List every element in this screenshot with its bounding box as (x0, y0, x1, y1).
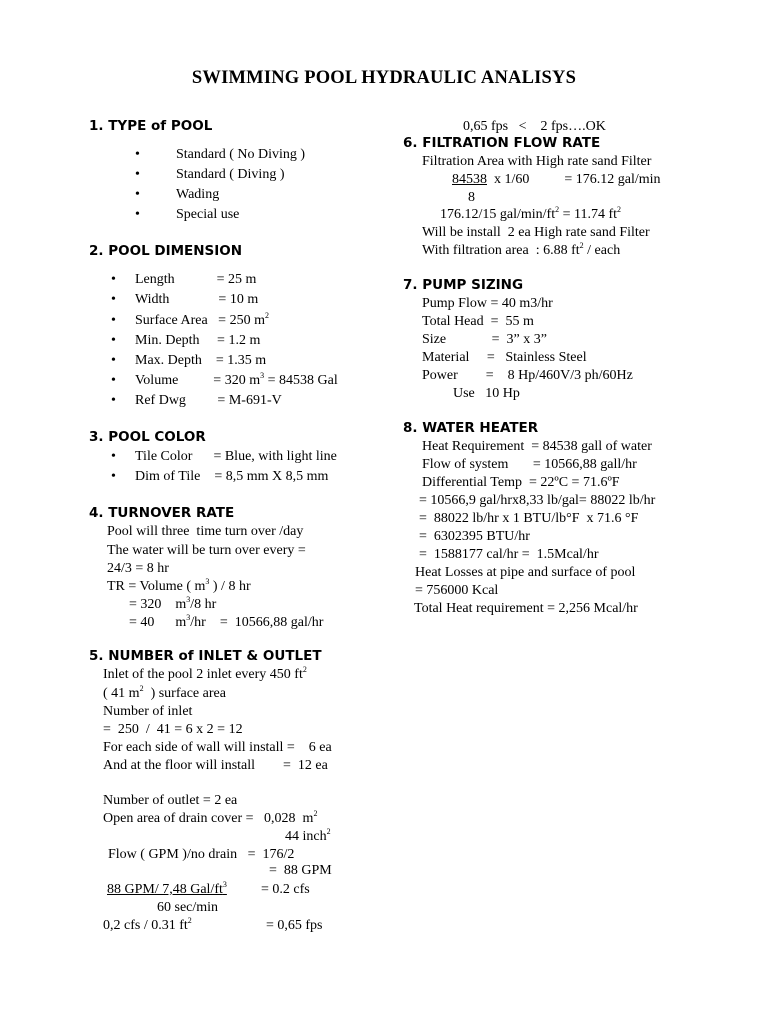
outlet-line: Open area of drain cover = 0,028 $m^2$ (103, 809, 318, 826)
dimension-width: Width = 10 m (135, 292, 259, 307)
dimension-volume: Volume = 320 $m^3 = 84538$ Gal (135, 371, 338, 388)
turnover-line: = 320 $m^3/8$ hr (129, 595, 217, 612)
pool-type-item: Standard ( No Diving ) (176, 147, 306, 162)
bullet-icon: • (111, 313, 116, 328)
inlet-line: For each side of wall will install = 6 ea (103, 740, 332, 755)
inlet-line: Number of inlet (103, 704, 193, 719)
pool-type-item: Standard ( Diving ) (176, 167, 285, 182)
inlet-line: Inlet of the pool 2 inlet every 450 $ft^2$ (103, 665, 307, 682)
section-8-heading: 8. WATER HEATER (403, 420, 539, 436)
dimension-surface-area: Surface Area = 250 $m^2$ (135, 311, 269, 328)
section-4-heading: 4. TURNOVER RATE (89, 505, 235, 521)
bullet-icon: • (135, 147, 140, 162)
turnover-line: TR = Volume ( $m^3$ ) / 8 hr (107, 577, 251, 594)
heater-line: = 10566,9 gal/hrx8,33 lb/gal= 88022 lb/hr (419, 493, 656, 508)
velocity-check: 0,65 fps < 2 fps….OK (463, 119, 606, 134)
turnover-line: 24/3 = 8 hr (107, 561, 169, 576)
filtration-line: Filtration Area with High rate sand Filter (422, 154, 652, 169)
bullet-icon: • (111, 333, 116, 348)
outlet-fraction-numerator: 88 GPM/ 7,48 Gal/$ft^3$ (107, 880, 227, 897)
heater-line: Flow of system = 10566,88 gall/hr (422, 457, 637, 472)
bullet-icon: • (111, 449, 116, 464)
pump-line: Total Head = 55 m (422, 314, 534, 329)
filtration-line: 176.12/15 gal/$\min/ft^2 = 11.74$ $ft^2$ (440, 205, 622, 222)
inlet-line: = 250 / 41 = 6 x 2 = 12 (103, 722, 243, 737)
heater-line: Heat Losses at pipe and surface of pool (415, 565, 636, 580)
tile-color: Tile Color = Blue, with light line (135, 449, 337, 464)
section-2-heading: 2. POOL DIMENSION (89, 243, 243, 259)
bullet-icon: • (111, 292, 116, 307)
heater-line: = 88022 lb/hr x 1 BTU/lb°F x 71.6 °F (419, 511, 639, 526)
filtration-line: 8 (468, 190, 475, 205)
outlet-line: Number of outlet = 2 ea (103, 793, 238, 808)
dimension-max-depth: Max. Depth = 1.35 m (135, 353, 267, 368)
bullet-icon: • (111, 373, 116, 388)
tile-dimension: Dim of Tile = 8,5 mm X 8,5 mm (135, 469, 329, 484)
dimension-min-depth: Min. Depth = 1.2 m (135, 333, 261, 348)
outlet-line: 44 inch$^2$ (285, 827, 331, 844)
bullet-icon: • (135, 207, 140, 222)
filtration-line: 84538 x 1/60 = 176.12 gal/min (452, 172, 661, 187)
pump-line: Size = 3” x 3” (422, 332, 547, 347)
turnover-line: = 40 $m^3/hr$ = 10566,88 gal/hr (129, 613, 324, 630)
heater-line: Heat Requirement = 84538 gall of water (422, 439, 652, 454)
turnover-line: Pool will three time turn over /day (107, 524, 304, 539)
dimension-length: Length = 25 m (135, 272, 257, 287)
section-3-heading: 3. POOL COLOR (89, 429, 206, 445)
filtration-line: Will be install 2 ea High rate sand Filter (422, 225, 650, 240)
outlet-line: Flow ( GPM )/no drain = 176/2 (108, 847, 295, 862)
pump-line: Material = Stainless Steel (422, 350, 587, 365)
dimension-ref-dwg: Ref Dwg = M-691-V (135, 393, 282, 408)
pump-line: Pump Flow = 40 m3/hr (422, 296, 553, 311)
heater-line: = 6302395 BTU/hr (419, 529, 530, 544)
heater-line: = 756000 Kcal (415, 583, 499, 598)
bullet-icon: • (135, 187, 140, 202)
bullet-icon: • (111, 393, 116, 408)
outlet-line: = 0.2 cfs (261, 882, 310, 897)
filtration-line: With filtration area : 6.88 $ft^2$ / each (422, 241, 621, 258)
pump-line: Power = 8 Hp/460V/3 ph/60Hz (422, 368, 633, 383)
inlet-line: And at the floor will install = 12 ea (103, 758, 328, 773)
pool-type-item: Special use (176, 207, 240, 222)
pump-line: Use 10 Hp (453, 386, 520, 401)
outlet-line: = 0,65 fps (266, 918, 323, 933)
section-6-heading: 6. FILTRATION FLOW RATE (403, 135, 601, 151)
section-7-heading: 7. PUMP SIZING (403, 277, 524, 293)
bullet-icon: • (135, 167, 140, 182)
heater-line: Differential Temp = 22ºC = 71.6ºF (422, 475, 620, 490)
inlet-line: ( 41 $m^2$ ) surface area (103, 684, 226, 701)
bullet-icon: • (111, 469, 116, 484)
outlet-line: 0,2 cfs / 0.31 $ft^2$ (103, 916, 192, 933)
pool-type-item: Wading (176, 187, 220, 202)
turnover-line: The water will be turn over every = (107, 543, 306, 558)
document-title: SWIMMING POOL HYDRAULIC ANALISYS (191, 68, 577, 88)
bullet-icon: • (111, 353, 116, 368)
heater-line: = 1588177 cal/hr = 1.5Mcal/hr (419, 547, 599, 562)
heater-total: Total Heat requirement = 2,256 Mcal/hr (414, 601, 638, 616)
section-5-heading: 5. NUMBER of INLET & OUTLET (89, 648, 322, 664)
bullet-icon: • (111, 272, 116, 287)
outlet-line: = 88 GPM (269, 863, 332, 878)
section-1-heading: 1. TYPE of POOL (89, 118, 213, 134)
outlet-fraction-denominator: 60 sec/min (157, 900, 219, 915)
